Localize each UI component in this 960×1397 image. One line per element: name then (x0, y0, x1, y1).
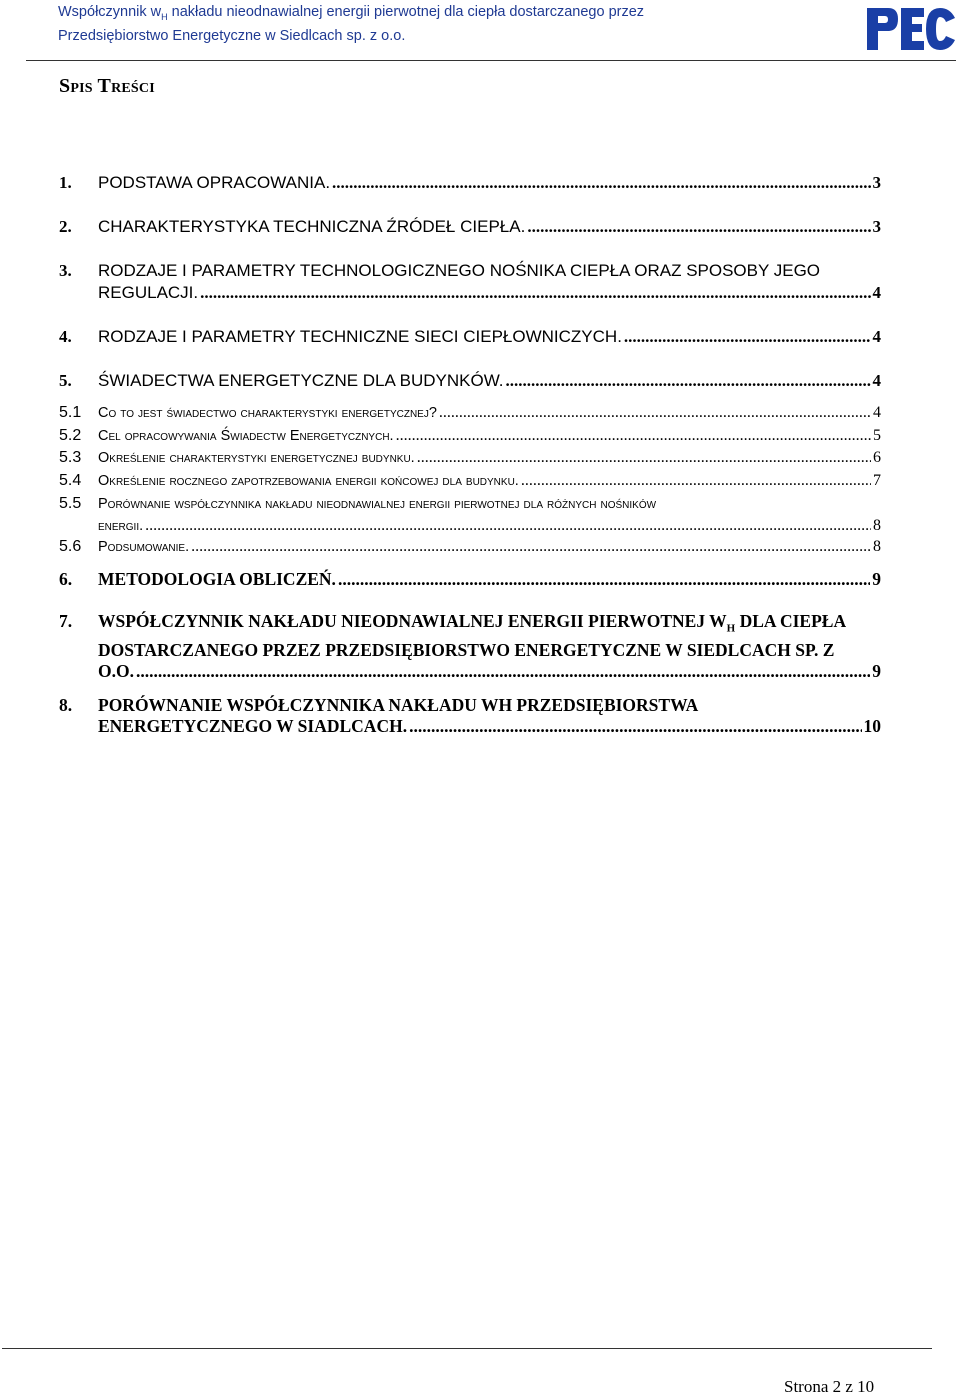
entry-number: 4. (59, 327, 72, 346)
header-divider (26, 60, 956, 61)
entry-number: 3. (59, 261, 72, 280)
entry-number: 5.4 (59, 472, 82, 489)
footer-divider (2, 1348, 932, 1349)
entry-number: 5. (59, 371, 72, 390)
toc-entry-5-2[interactable] (59, 425, 881, 447)
entry-page: 6 (873, 449, 881, 466)
entry-number: 5.3 (59, 449, 82, 466)
toc-entry-5[interactable] (59, 370, 881, 392)
entry-page: 4 (873, 404, 881, 421)
entry-page: 9 (872, 660, 881, 681)
toc-entry-6[interactable] (59, 569, 881, 590)
entry-title: Określenie charakterystyki energetycznej budynku. (98, 450, 415, 466)
footer-page-number: Strona 2 z 10 (784, 1377, 875, 1396)
entry-page: 10 (863, 716, 881, 736)
entry-number: 8. (59, 695, 73, 715)
entry-page: 4 (872, 283, 881, 302)
entry-title-cont: O.O. (98, 660, 134, 681)
entry-title: RODZAJE I PARAMETRY TECHNOLOGICZNEGO NOŚNIKA CIEPŁA ORAZ SPOSOBY JEGO (98, 261, 821, 280)
entry-number: 5.5 (59, 495, 82, 512)
entry-number: 2. (59, 217, 72, 236)
toc-entry-5-3[interactable] (59, 447, 881, 469)
entry-title: Podsumowanie. (98, 539, 190, 555)
entry-title: PORÓWNANIE WSPÓŁCZYNNIKA NAKŁADU WH PRZEDSIĘBIORSTWA (98, 695, 699, 715)
entry-title: CHARAKTERYSTYKA TECHNICZNA ŹRÓDEŁ CIEPŁA. (98, 217, 526, 236)
entry-title-cont: energii. (98, 518, 144, 534)
toc-entry-3[interactable] (59, 260, 881, 304)
entry-page: 8 (873, 538, 881, 555)
toc-entry-5-4[interactable] (59, 470, 881, 492)
entry-page: 3 (872, 217, 881, 236)
toc-entry-5-5[interactable] (59, 493, 881, 537)
toc-title: Spis Treści (59, 75, 155, 97)
toc-entry-4[interactable] (59, 326, 881, 348)
entry-number: 5.6 (59, 538, 82, 555)
entry-page: 8 (873, 517, 881, 534)
toc-entry-2[interactable] (59, 216, 881, 238)
entry-title-cont: ENERGETYCZNEGO W SIADLCACH. (98, 716, 408, 736)
entry-title: PODSTAWA OPRACOWANIA. (98, 173, 331, 192)
entry-title: ŚWIADECTWA ENERGETYCZNE DLA BUDYNKÓW. (98, 371, 504, 390)
toc-entry-8[interactable] (59, 695, 881, 737)
entry-title: Co to jest świadectwo charakterystyki energetycznej? (98, 405, 437, 421)
entry-title-cont: REGULACJI. (98, 283, 199, 302)
entry-title: WSPÓŁCZYNNIK NAKŁADU NIEODNAWIALNEJ ENERGII PIERWOTNEJ $W_H$ DLA CIEPŁA (98, 611, 847, 635)
entry-number: 6. (59, 569, 73, 589)
entry-number: 7. (59, 611, 73, 631)
entry-page: 3 (872, 173, 881, 192)
entry-number: 1. (59, 173, 72, 192)
toc-entry-7[interactable] (59, 611, 881, 682)
entry-page: 7 (873, 472, 881, 489)
entry-title: Porównanie współczynnika nakładu nieodnawialnej energii pierwotnej dla różnych nośników (98, 496, 657, 512)
entry-page: 4 (872, 371, 881, 390)
pec-logo-icon (866, 6, 956, 52)
entry-title: Cel opracowywania Świadectw Energetycznych. (98, 428, 394, 444)
entry-page: 9 (872, 569, 881, 589)
pec-logo (866, 6, 956, 57)
toc-entry-1[interactable] (59, 172, 881, 194)
toc-entry-5-6[interactable] (59, 536, 881, 558)
entry-title: METODOLOGIA OBLICZEŃ. (98, 569, 336, 589)
entry-title-cont: DOSTARCZANEGO PRZEZ PRZEDSIĘBIORSTWO ENERGETYCZNE W SIEDLCACH SP. Z (98, 639, 835, 660)
entry-number: 5.2 (59, 427, 82, 444)
entry-title: RODZAJE I PARAMETRY TECHNICZNE SIECI CIEPŁOWNICZYCH. (98, 327, 622, 346)
header-title: Współczynnik $w_H$ nakładu nieodnawialnej energii pierwotnej dla ciepła dostarczanego przez Przedsiębiorstwo Energetyczne w Siedlcach sp. z o.o. (58, 4, 645, 44)
toc-entry-5-1[interactable] (59, 402, 881, 424)
entry-page: 4 (872, 327, 881, 346)
entry-page: 5 (873, 427, 881, 444)
entry-number: 5.1 (59, 404, 82, 421)
page-header (0, 0, 960, 62)
entry-title: Określenie rocznego zapotrzebowania energii końcowej dla budynku. (98, 473, 519, 489)
